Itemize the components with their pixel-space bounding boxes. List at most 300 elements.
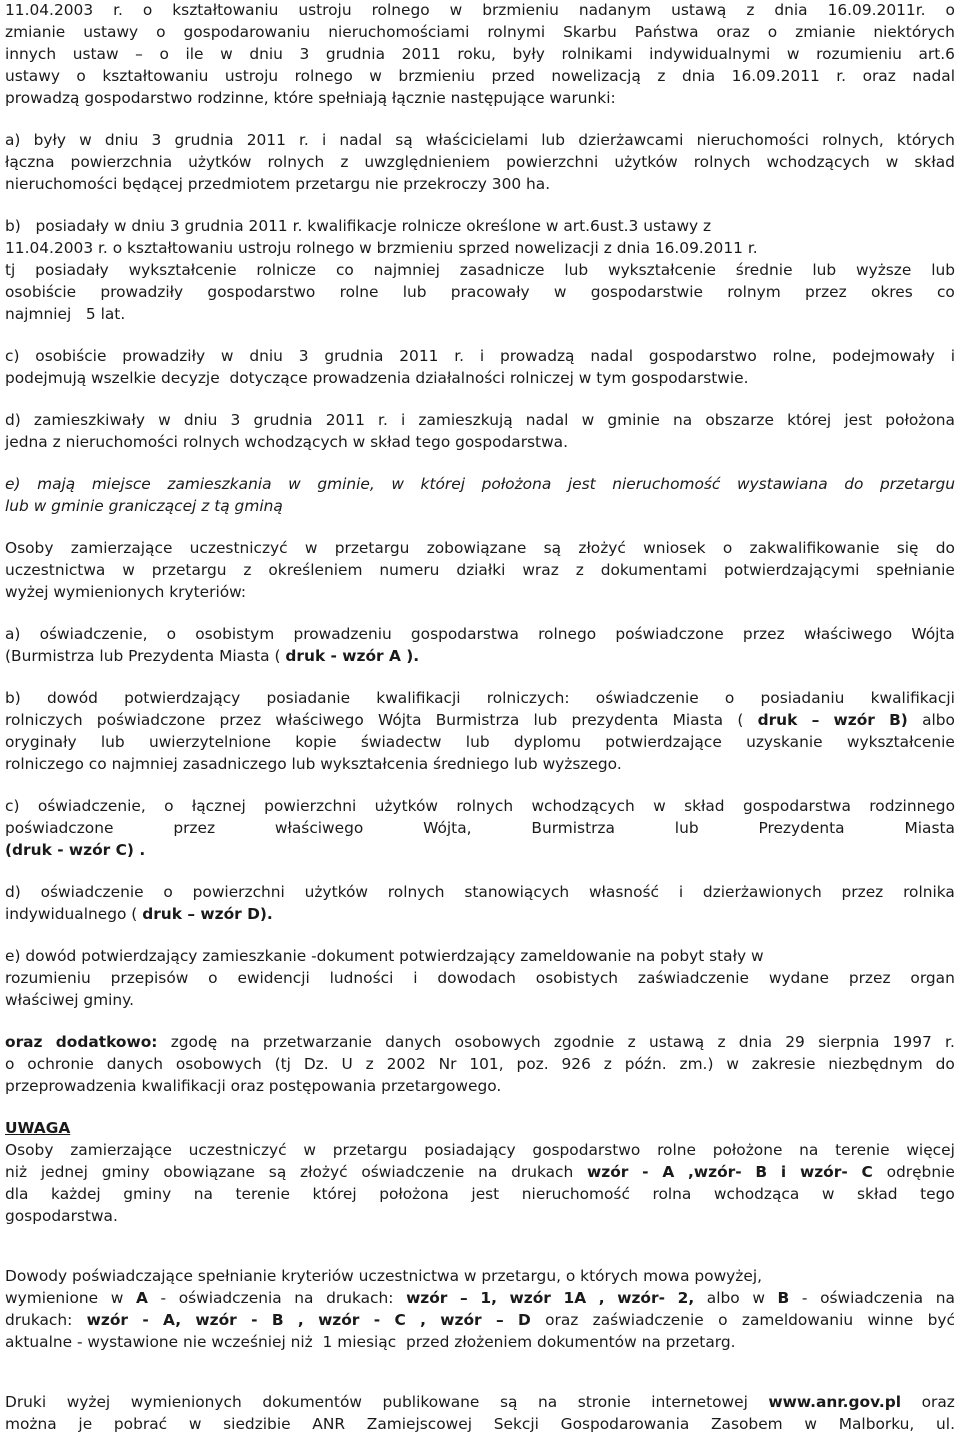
word: Osoby	[5, 1141, 54, 1159]
word: Burmistrza	[531, 819, 615, 837]
word: prowadziły	[122, 347, 206, 365]
word: D	[517, 1311, 531, 1329]
word: 3	[298, 347, 309, 365]
word: innych	[5, 45, 57, 63]
word: są	[268, 1163, 287, 1181]
word: 3	[151, 131, 162, 149]
word: terenie	[235, 1185, 290, 1203]
word: rolnego	[294, 67, 353, 85]
word: osobowych	[454, 1033, 541, 1051]
word: zm.)	[679, 1055, 714, 1073]
text-run: b) posiadały w dniu 3 grudnia 2011 r. kwalifikacje rolnicze określone w art.6ust.3 ustawy z	[5, 217, 712, 235]
word: 2002	[386, 1055, 426, 1073]
word: więcej	[906, 1141, 955, 1159]
word: numeru	[379, 561, 440, 579]
word: wzór	[195, 1311, 237, 1329]
word: na	[537, 1393, 558, 1411]
word: ewidencji	[237, 969, 310, 987]
word: na	[230, 1033, 250, 1051]
word: ,	[420, 1311, 426, 1329]
word: tj	[5, 261, 16, 279]
word: rolnych	[387, 883, 445, 901]
word: –	[495, 1311, 504, 1329]
word: przetargu	[334, 539, 410, 557]
word: każdej	[51, 1185, 101, 1203]
word: posiadanie	[266, 689, 351, 707]
word: c)	[5, 347, 20, 365]
word: na	[193, 1185, 213, 1203]
text-line	[5, 582, 955, 604]
text-line	[5, 1288, 955, 1310]
word: zamierzające	[70, 539, 173, 557]
word: w	[304, 539, 318, 557]
word: posiadaniu	[760, 689, 845, 707]
word: prezydenta	[571, 711, 659, 729]
text-line	[5, 260, 955, 282]
word: dowodach	[437, 969, 516, 987]
word: powierzchnia	[70, 153, 173, 171]
text-line	[5, 710, 955, 732]
word: o	[164, 797, 174, 815]
word: jest	[844, 411, 873, 429]
word: wzór-	[617, 1289, 665, 1307]
word: Burmistrza	[435, 711, 520, 729]
word: oraz	[862, 67, 896, 85]
word: r.	[836, 67, 847, 85]
word: kopie	[295, 733, 337, 751]
word: o	[76, 67, 86, 85]
word: zameldowaniu	[741, 1311, 854, 1329]
word: tego	[920, 1185, 955, 1203]
word: zmianie	[795, 23, 856, 41]
word: poświadczone	[5, 819, 114, 837]
word: e)	[5, 475, 21, 493]
text-line	[5, 1140, 955, 1162]
word: użytków	[614, 153, 678, 171]
text-line	[5, 946, 955, 968]
word: oświadczenie,	[37, 797, 146, 815]
word: danych	[106, 1055, 163, 1073]
word: ustroju	[224, 67, 279, 85]
word: o	[142, 1, 153, 19]
word: na	[935, 1289, 955, 1307]
word: rolnymi	[487, 23, 546, 41]
word: o	[767, 23, 778, 41]
word: -	[642, 1163, 649, 1181]
word: wystawiana	[736, 475, 828, 493]
word: 101,	[469, 1055, 504, 1073]
word: odrębnie	[886, 1163, 955, 1181]
word: 16.09.2011r.	[827, 1, 926, 19]
word: zgodnie	[553, 1033, 615, 1051]
word: przez	[848, 969, 891, 987]
text-line	[5, 1032, 955, 1054]
word: przetargu	[151, 561, 227, 579]
word: w	[391, 475, 404, 493]
word: ustawy	[83, 23, 139, 41]
word: (tj	[274, 1055, 291, 1073]
word: poświadczone	[96, 711, 206, 729]
word: Prezydenta	[758, 819, 845, 837]
word: na	[478, 1163, 498, 1181]
word: własność	[588, 883, 659, 901]
word: albo	[922, 711, 955, 729]
word: przez	[219, 711, 262, 729]
text-run: najmniej 5 lat.	[5, 305, 126, 323]
word: miejsce	[91, 475, 151, 493]
word: niezbędnym	[828, 1055, 923, 1073]
word: wydane	[768, 969, 829, 987]
word: wzór	[509, 1289, 551, 1307]
word: C	[861, 1163, 873, 1181]
word: posiadały	[35, 261, 109, 279]
text-line	[5, 368, 955, 390]
word: zmianie	[5, 23, 66, 41]
text-line	[5, 474, 955, 496]
word: gospodarstwo	[207, 283, 316, 301]
word: gminy	[101, 1163, 150, 1181]
word: C	[394, 1311, 406, 1329]
text-line	[5, 754, 955, 776]
word: -	[160, 1289, 167, 1307]
word: określeniem	[268, 561, 363, 579]
word: lub	[812, 261, 837, 279]
text-line	[5, 216, 955, 238]
word: kształtowaniu	[102, 67, 209, 85]
word: dodatkowo:	[55, 1033, 158, 1051]
word: wzór	[587, 1163, 629, 1181]
word: zasadnicze	[459, 261, 545, 279]
word: B	[271, 1311, 284, 1329]
text-run: (druk - wzór C) .	[5, 841, 146, 859]
word: 2,	[677, 1289, 695, 1307]
word: rolnicze	[256, 261, 317, 279]
word: -	[251, 1311, 258, 1329]
word: uczestnictwa	[5, 561, 106, 579]
word: powierzchni	[264, 797, 357, 815]
text-line	[5, 968, 955, 990]
word: dokumentami	[600, 561, 708, 579]
word: danych	[385, 1033, 442, 1051]
word: można	[5, 1415, 57, 1433]
word: dzierżawionych	[702, 883, 822, 901]
text-line	[5, 44, 955, 66]
word: obowiązane	[163, 1163, 256, 1181]
word: rolna	[652, 1185, 692, 1203]
word: położona	[379, 1185, 449, 1203]
word: użytków	[374, 797, 438, 815]
word: gospodarowaniu	[183, 23, 311, 41]
word: powierzchni	[192, 883, 285, 901]
word: dniu	[183, 411, 218, 429]
word: wykształcenie	[846, 733, 955, 751]
word: do	[935, 1055, 955, 1073]
word: pracowały	[450, 283, 530, 301]
word: rolne	[657, 1141, 696, 1159]
text-line	[5, 152, 955, 174]
text-run: indywidualnego (	[5, 905, 143, 923]
word: A,	[163, 1311, 182, 1329]
word: posiadający	[424, 1141, 516, 1159]
word: ustawą	[648, 1033, 705, 1051]
text-run: druk - wzór A ).	[285, 647, 420, 665]
word: r.	[945, 1033, 955, 1051]
word: gospodarstwa	[742, 797, 851, 815]
word: 1997	[892, 1033, 932, 1051]
word: internetowej	[651, 1393, 748, 1411]
word: stronie	[577, 1393, 631, 1411]
word: oświadczenie	[361, 1163, 465, 1181]
word: Wójta	[378, 711, 422, 729]
word: -	[142, 1311, 149, 1329]
word: gospodarstwo	[648, 347, 757, 365]
word: oraz	[716, 23, 750, 41]
word: z	[340, 153, 349, 171]
word: prowadziły	[100, 283, 184, 301]
word: gminy	[123, 1185, 172, 1203]
word: i	[479, 347, 485, 365]
text-line	[5, 1118, 955, 1140]
word: się	[896, 539, 919, 557]
word: zakwalifikowanie	[749, 539, 880, 557]
word: obszarze	[705, 411, 774, 429]
word: wchodzących	[531, 797, 635, 815]
text-line	[5, 1414, 955, 1436]
word: do	[935, 539, 955, 557]
word: poświadczone	[615, 625, 724, 643]
word: r.	[299, 131, 309, 149]
word: w	[303, 1141, 316, 1159]
word: a)	[5, 625, 21, 643]
word: podejmowały	[832, 347, 935, 365]
word: nadal	[339, 131, 383, 149]
word: właściwego	[274, 819, 364, 837]
word: ,	[297, 1311, 304, 1329]
word: w	[804, 1415, 817, 1433]
text-line	[5, 1310, 955, 1332]
word: użytków	[188, 153, 252, 171]
word: potwierdzające	[605, 733, 722, 751]
word: 2011	[399, 347, 439, 365]
text-line	[5, 432, 955, 454]
word: na	[673, 411, 693, 429]
word: Wójta,	[423, 819, 472, 837]
word: indywidualnymi	[649, 45, 771, 63]
text-line	[5, 130, 955, 152]
word: A	[135, 1289, 148, 1307]
word: oświadczenia	[178, 1289, 282, 1307]
word: i	[678, 883, 684, 901]
word: d)	[5, 411, 21, 429]
word: grudnia	[324, 347, 384, 365]
word: której	[420, 475, 465, 493]
word: rolne	[339, 283, 379, 301]
word: zamierzające	[70, 1141, 172, 1159]
word: wzór	[86, 1311, 128, 1329]
word: zobowiązane	[426, 539, 527, 557]
text-line	[5, 174, 955, 196]
word: w	[752, 1289, 765, 1307]
text-line	[5, 496, 955, 518]
word: w	[220, 347, 234, 365]
word: wymienione	[5, 1289, 99, 1307]
word: kwalifikacji	[870, 689, 955, 707]
word: lub	[465, 733, 490, 751]
word: o	[159, 45, 169, 63]
word: drukach:	[326, 1289, 394, 1307]
word: nadanym	[578, 1, 652, 19]
word: w	[449, 1, 463, 19]
word: potwierdzającymi	[723, 561, 860, 579]
text-line	[5, 1332, 955, 1354]
text-line	[5, 238, 955, 260]
text-line	[5, 538, 955, 560]
text-run: nieruchomości będącej przedmiotem przetargu nie przekroczy 300 ha.	[5, 175, 551, 193]
word: 29	[785, 1033, 805, 1051]
word: przez	[841, 883, 884, 901]
word: lub	[402, 283, 427, 301]
word: w	[885, 153, 899, 171]
word: –	[811, 711, 820, 729]
word: 3	[230, 411, 241, 429]
word: rolnych	[456, 797, 514, 815]
word: r.	[454, 347, 465, 365]
word: rolniczych:	[486, 689, 570, 707]
word: przetargu	[880, 475, 955, 493]
word: rolnika	[903, 883, 955, 901]
word: której	[787, 411, 832, 429]
text-line	[5, 22, 955, 44]
word: rozumieniu	[5, 969, 91, 987]
word: (	[737, 711, 744, 729]
word: o	[722, 539, 733, 557]
word: były	[33, 131, 66, 149]
word: d)	[5, 883, 21, 901]
text-line	[5, 796, 955, 818]
word: nowelizacją	[551, 67, 641, 85]
text-line	[5, 990, 955, 1012]
text-line	[5, 882, 955, 904]
text-run: 11.04.2003 r. o kształtowaniu ustroju rolnego w brzmieniu sprzed nowelizacji z dnia 16.09.2011 r.	[5, 239, 758, 257]
word: ustroju	[298, 1, 352, 19]
word: rolnikami	[561, 45, 633, 63]
word: grudnia	[325, 45, 386, 63]
word: późn.	[624, 1055, 667, 1073]
word: potwierdzający	[124, 689, 241, 707]
word: nieruchomość	[612, 475, 721, 493]
text-line	[5, 624, 955, 646]
word: były	[512, 45, 545, 63]
word: Skarbu	[563, 23, 617, 41]
word: siedzibie	[223, 1415, 291, 1433]
word: o	[208, 969, 218, 987]
word: położone	[712, 1141, 783, 1159]
word: i	[950, 347, 955, 365]
word: 1,	[480, 1289, 497, 1307]
word: właściwego	[803, 625, 893, 643]
word: dowód	[46, 689, 98, 707]
word: uzyskanie	[746, 733, 823, 751]
word: ustawą	[671, 1, 727, 19]
word: lub	[674, 819, 699, 837]
word: uczestniczyć	[189, 539, 288, 557]
word: 2011	[246, 131, 286, 149]
text-run: prowadzą gospodarstwo rodzinne, które spełniają łącznie następujące warunki:	[5, 89, 616, 107]
word: jednej	[40, 1163, 88, 1181]
word: w	[220, 45, 233, 63]
word: w	[110, 1289, 124, 1307]
word: ustaw	[72, 45, 119, 63]
text-line	[5, 1076, 955, 1098]
word: -	[373, 1311, 381, 1329]
word: organ	[910, 969, 955, 987]
word: średnie	[735, 261, 793, 279]
word: r.	[113, 1, 123, 19]
word: z	[657, 67, 666, 85]
word: rolnych	[693, 153, 751, 171]
word: oraz	[545, 1311, 579, 1329]
word: osobiście	[5, 283, 77, 301]
word: w	[369, 67, 382, 85]
text-line	[5, 304, 955, 326]
word: oświadczenia	[820, 1289, 924, 1307]
word: mają	[37, 475, 76, 493]
word: zgodę	[170, 1033, 218, 1051]
word: z	[717, 1033, 726, 1051]
word: oświadczenie,	[39, 625, 148, 643]
word: o	[724, 689, 735, 707]
word: działki	[456, 561, 506, 579]
word: zakresie	[751, 1055, 816, 1073]
word: B	[777, 1289, 790, 1307]
word: oświadczenie	[40, 883, 144, 901]
word: przepisów	[110, 969, 189, 987]
word: 11.04.2003	[5, 1, 94, 19]
text-line	[5, 818, 955, 840]
word: Państwa	[634, 23, 699, 41]
word: druk	[757, 711, 798, 729]
word: drukach	[511, 1163, 574, 1181]
word: użytków	[304, 883, 368, 901]
text-run: UWAGA	[5, 1119, 71, 1137]
text-run: Dowody poświadczające spełnianie kryteriów uczestnictwa w przetargu, o których mowa powyżej,	[5, 1267, 762, 1285]
text-line	[5, 66, 955, 88]
word: b)	[5, 689, 21, 707]
word: rodzinnego	[869, 797, 955, 815]
word: jest	[471, 1185, 500, 1203]
word: w	[553, 283, 567, 301]
word: Miasta	[904, 819, 955, 837]
word: przez	[173, 819, 216, 837]
word: 16.09.2011	[731, 67, 820, 85]
word: uwzględnieniem	[364, 153, 491, 171]
word: łącznej	[191, 797, 246, 815]
text-run: druk – wzór D).	[142, 905, 273, 923]
word: wyżej	[66, 1393, 111, 1411]
word: gminie,	[317, 475, 375, 493]
word: nieruchomość	[521, 1185, 630, 1203]
word: wzór	[440, 1311, 482, 1329]
word: z	[575, 561, 584, 579]
word: okres	[870, 283, 913, 301]
word: Wójta	[911, 625, 955, 643]
word: do	[844, 475, 864, 493]
word: rozumieniu	[816, 45, 902, 63]
word: dokumentów	[262, 1393, 362, 1411]
text-line	[5, 346, 955, 368]
text-line	[5, 88, 955, 110]
word: B	[755, 1163, 768, 1181]
